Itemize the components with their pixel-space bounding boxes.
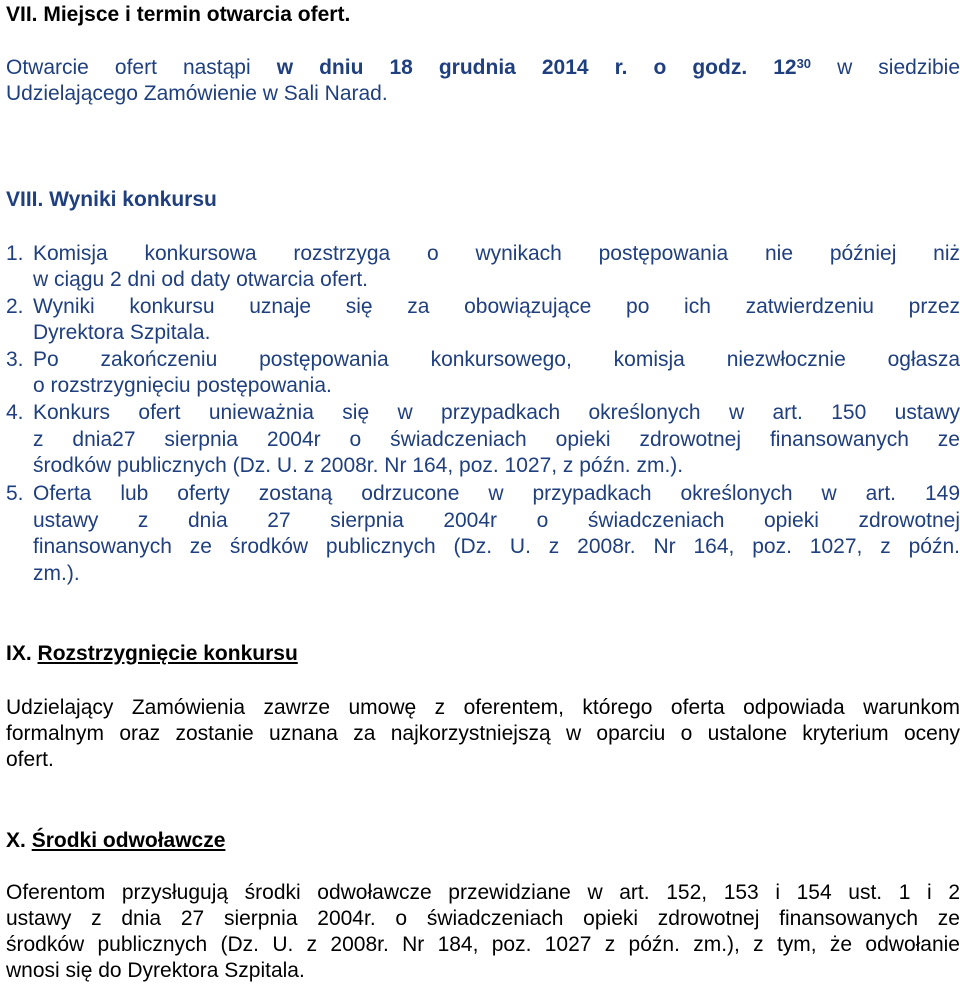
list-item-5-line-3: finansowanych ze środków publicznych (Dz. U. z 2008r. Nr 164, poz. 1027, z późn. bbox=[33, 535, 960, 558]
section-vii-line-1 bbox=[6, 55, 960, 81]
list-item-5-num: 5. bbox=[6, 482, 24, 505]
list-item-1-line-1: Komisja konkursowa rozstrzyga o wynikach postępowania nie później niż bbox=[33, 242, 960, 265]
list-item-3-line-2: o rozstrzygnięciu postępowania. bbox=[33, 374, 332, 397]
section-x-line-2: ustawy z dnia 27 sierpnia 2004r. o świadczeniach opieki zdrowotnej finansowanych ze bbox=[6, 907, 960, 930]
list-item-4-line-3: środków publicznych (Dz. U. z 2008r. Nr 164, poz. 1027, z późn. zm.). bbox=[33, 454, 684, 477]
list-item-5-line-4: zm.). bbox=[33, 562, 80, 585]
section-vii-line-2: Udzielającego Zamówienie w Sali Narad. bbox=[6, 82, 388, 105]
list-item-4-num: 4. bbox=[6, 401, 24, 424]
list-item-1-num: 1. bbox=[6, 242, 24, 265]
opening-text: Otwarcie ofert nastąpi bbox=[6, 56, 251, 79]
list-item-3-num: 3. bbox=[6, 348, 24, 371]
list-item-5-line-2: ustawy z dnia 27 sierpnia 2004r o świadczeniach opieki zdrowotnej bbox=[33, 509, 960, 532]
section-x-line-1: Oferentom przysługują środki odwoławcze przewidziane w art. 152, 153 i 154 ust. 1 i 2 bbox=[6, 881, 960, 904]
section-ix-number: IX. bbox=[6, 642, 32, 665]
section-ix-line-2: formalnym oraz zostanie uznana za najkorzystniejszą w oparciu o ustalone kryterium oceny bbox=[6, 722, 960, 745]
section-ix-title bbox=[6, 641, 298, 667]
list-item-2-line-2: Dyrektora Szpitala. bbox=[33, 321, 211, 344]
list-item-4-line-1: Konkurs ofert unieważnia się w przypadkach określonych w art. 150 ustawy bbox=[33, 401, 960, 424]
section-x-line-4: wnosi się do Dyrektora Szpitala. bbox=[6, 959, 305, 982]
section-ix-line-1: Udzielający Zamówienia zawrze umowę z oferentem, którego oferta odpowiada warunkom bbox=[6, 696, 960, 719]
list-item-2-num: 2. bbox=[6, 295, 24, 318]
list-item-4-line-2: z dnia27 sierpnia 2004r o świadczeniach opieki zdrowotnej finansowanych ze bbox=[33, 428, 960, 451]
list-item-2-line-1: Wyniki konkursu uznaje się za obowiązujące po ich zatwierdzeniu przez bbox=[33, 295, 960, 318]
list-item-3-line-1: Po zakończeniu postępowania konkursowego, komisja niezwłocznie ogłasza bbox=[33, 348, 960, 371]
section-vii-title: VII. Miejsce i termin otwarcia ofert. bbox=[6, 3, 351, 26]
section-x-title bbox=[6, 828, 225, 854]
section-x-number: X. bbox=[6, 829, 26, 852]
section-ix-line-3: ofert. bbox=[6, 748, 54, 771]
section-x-line-3: środków publicznych (Dz. U. z 2008r. Nr 184, poz. 1027 z późn. zm.), z tym, że odwołanie bbox=[6, 933, 960, 956]
opening-place: w siedzibie bbox=[837, 56, 960, 79]
list-item-1-line-2: w ciągu 2 dni od daty otwarcia ofert. bbox=[33, 268, 369, 291]
section-ix-heading: Rozstrzygnięcie konkursu bbox=[37, 642, 298, 665]
opening-date: w dniu 18 grudnia 2014 r. o godz. $12^{30}$ bbox=[276, 56, 812, 79]
list-item-5-line-1: Oferta lub oferty zostaną odrzucone w przypadkach określonych w art. 149 bbox=[33, 482, 960, 505]
section-viii-title: VIII. Wyniki konkursu bbox=[6, 188, 217, 211]
section-x-heading: Środki odwoławcze bbox=[31, 829, 226, 852]
